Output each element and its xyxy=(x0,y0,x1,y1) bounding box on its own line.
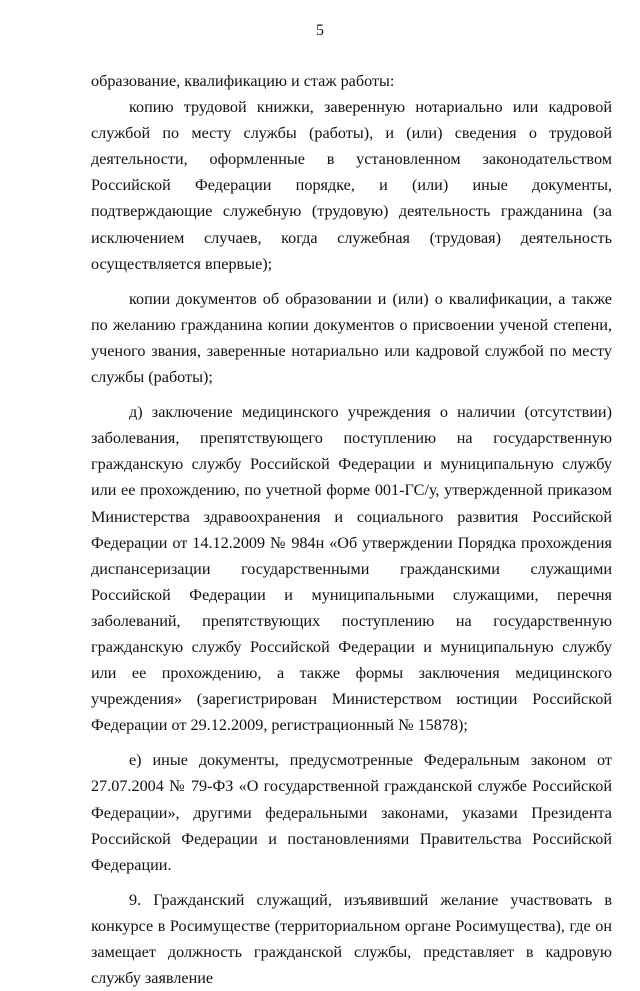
paragraph-education-docs: копии документов об образовании и (или) о квалификации, а также по желанию гражданина копии документов о присвоении ученой степени, ученого звания, заверенные нотариально или кадровой службой по месту службы (работы); xyxy=(91,289,612,387)
paragraph-item-9: 9. Гражданский служащий, изъявивший желание участвовать в конкурсе в Росимуществе (территориальном органе Росимущества), где он замещает должность гражданской службы, представляет в кадровую службу заявление xyxy=(91,890,612,988)
paragraph-labor-book: копию трудовой книжки, заверенную нотариально или кадровой службой по месту службы (работы), и (или) сведения о трудовой деятельности, оформленные в установленном законодательством Российской Федерации порядке, и (или) иные документы, подтверждающие служебную (трудовую) деятельность гражданина (за исключением случаев, когда служебная (трудовая) деятельность осуществляется впервые); xyxy=(91,98,612,273)
paragraph-item-e-other-docs: е) иные документы, предусмотренные Федеральным законом от 27.07.2004 № 79-ФЗ «О государственной гражданской службе Российской Федерации», другими федеральными законами, указами Президента Российской Федерации и постановлениями Правительства Российской Федерации. xyxy=(91,751,612,874)
document-body xyxy=(91,68,612,991)
paragraph-intro: образование, квалификацию и стаж работы: xyxy=(91,72,395,90)
page-number: 5 xyxy=(316,22,324,39)
paragraph-item-d-medical: д) заключение медицинского учреждения о наличии (отсутствии) заболевания, препятствующего поступлению на государственную гражданскую службу Российской Федерации и муниципальную службу или ее прохождению, по учетной форме 001-ГС/у, утвержденной приказом Министерства здравоохранения и социального развития Российской Федерации от 14.12.2009 № 984н «Об утверждении Порядка прохождения диспансеризации государственными гражданскими служащими Российской Федерации и муниципальными служащими, перечня заболеваний, препятствующих поступлению на государственную гражданскую службу Российской Федерации и муниципальную службу или ее прохождению, а также формы заключения медицинского учреждения» (зарегистрирован Министерством юстиции Российской Федерации от 29.12.2009, регистрационный № 15878); xyxy=(91,403,612,735)
